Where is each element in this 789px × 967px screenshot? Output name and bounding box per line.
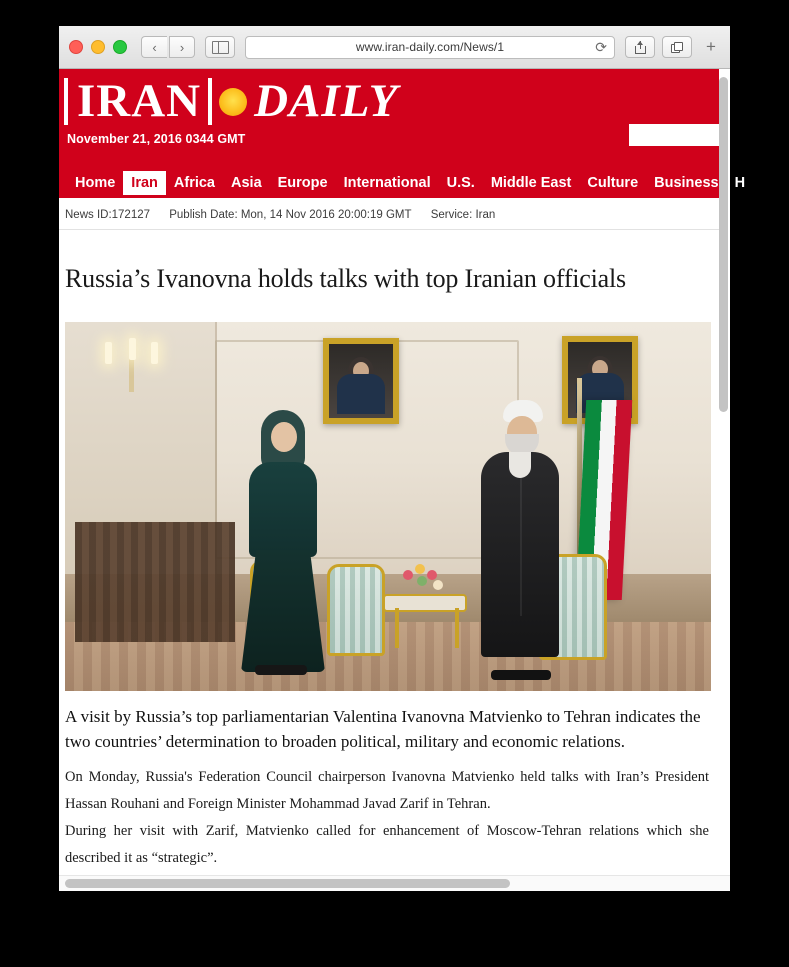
site-masthead: [59, 69, 719, 168]
browser-titlebar: [59, 26, 730, 69]
minimize-window-button[interactable]: [91, 40, 105, 54]
article-headline: Russia’s Ivanovna holds talks with top Iranian officials: [65, 264, 626, 294]
masthead-date: November 21, 2016 0344 GMT: [67, 132, 246, 146]
nav-item-us[interactable]: U.S.: [446, 174, 475, 191]
address-bar[interactable]: [245, 36, 615, 59]
masthead-placeholder-box: [629, 124, 719, 146]
back-button[interactable]: [141, 36, 167, 58]
article-lede: A visit by Russia’s top parliamentarian Valentina Ivanovna Matvienko to Tehran indicates the two countries’ determination to broaden political, military and economic relations.: [65, 707, 701, 751]
site-logo[interactable]: [59, 75, 719, 127]
flower-bouquet: [401, 562, 445, 596]
nav-item-middle-east[interactable]: Middle East: [490, 174, 572, 191]
reload-icon[interactable]: ⟳: [595, 39, 607, 55]
chevron-right-icon: ›: [179, 39, 185, 55]
article-paragraph-1: On Monday, Russia's Federation Council chairperson Ivanovna Matvienko held talks with Iran’s President Hassan Rouhani and Foreign Minister Mohammad Javad Zarif in Tehran.: [65, 769, 709, 813]
new-tab-button[interactable]: +: [706, 37, 716, 56]
address-bar-text: www.iran-daily.com/News/1: [355, 40, 505, 54]
meta-news-id: News ID:172127: [65, 209, 151, 221]
window-controls: [69, 40, 127, 54]
nav-item-home[interactable]: Home: [75, 174, 116, 191]
nav-item-business[interactable]: Business: [654, 174, 719, 191]
nav-item-iran[interactable]: Iran: [123, 171, 166, 196]
person-rouhani: [469, 400, 573, 680]
vertical-scrollbar[interactable]: [719, 71, 728, 866]
wall-sconce-icon: [101, 338, 163, 392]
article-photo: [65, 322, 711, 691]
meta-publish-date: Publish Date: Mon, 14 Nov 2016 20:00:19 GMT: [169, 209, 412, 221]
chair-middle: [327, 564, 385, 656]
share-icon: [635, 41, 646, 54]
page-viewport: [59, 69, 746, 891]
logo-text-daily: DAILY: [254, 75, 399, 127]
toolbar-right-buttons: [625, 36, 720, 58]
nav-item-health[interactable]: H: [734, 174, 746, 191]
zoom-window-button[interactable]: [113, 40, 127, 54]
person-matvienko: [235, 410, 331, 675]
close-window-button[interactable]: [69, 40, 83, 54]
nav-item-asia[interactable]: Asia: [231, 174, 262, 191]
forward-button[interactable]: [169, 36, 195, 58]
sun-icon: [219, 88, 247, 116]
share-button[interactable]: [625, 36, 655, 58]
nav-item-international[interactable]: International: [343, 174, 431, 191]
article-meta: [59, 201, 719, 230]
page-content: [59, 69, 746, 869]
show-sidebar-button[interactable]: [205, 36, 235, 58]
chevron-left-icon: ‹: [152, 39, 157, 55]
site-navigation: [59, 168, 746, 201]
portrait-khomeini: [323, 338, 399, 424]
browser-window: [59, 26, 746, 891]
navigation-buttons: [141, 36, 195, 58]
horizontal-scrollbar[interactable]: [59, 875, 730, 891]
nav-item-europe[interactable]: Europe: [277, 174, 328, 191]
nav-item-africa[interactable]: Africa: [173, 174, 215, 191]
horizontal-scrollbar-thumb[interactable]: [65, 879, 510, 888]
vertical-scrollbar-thumb[interactable]: [719, 77, 728, 412]
article-paragraph-2: During her visit with Zarif, Matvienko called for enhancement of Moscow-Tehran relations which she described it as “strategic”.: [65, 822, 709, 866]
logo-text-iran: IRAN: [64, 78, 212, 125]
tabs-icon: [671, 42, 684, 53]
meta-service: Service: Iran: [430, 209, 496, 221]
sidebar-icon: [212, 41, 229, 54]
nav-item-culture[interactable]: Culture: [587, 174, 639, 191]
show-tabs-button[interactable]: [662, 36, 692, 58]
